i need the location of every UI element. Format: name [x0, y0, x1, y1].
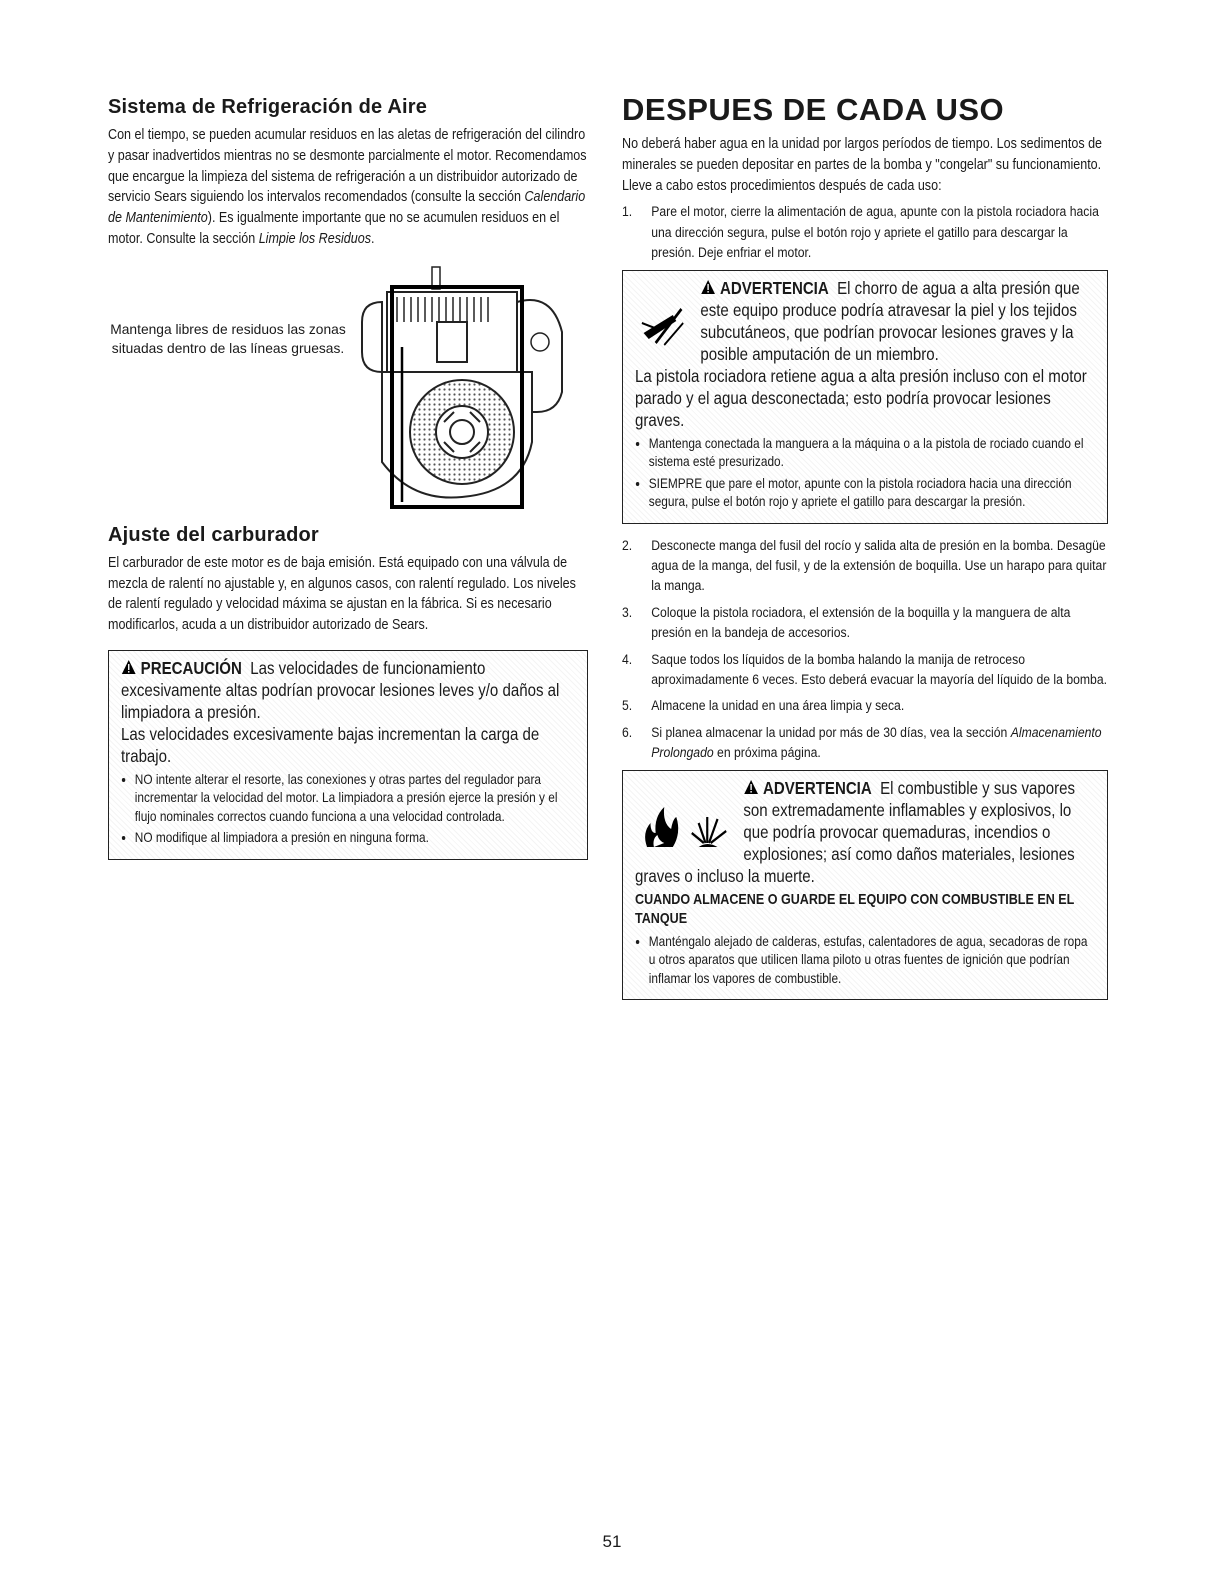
warning2-text: ADVERTENCIA El combustible y sus vapores son extremadamente inflamables y explosivos, lo que podría provocar quemaduras, incendios o explosiones; así como daños materiales, lesiones graves o incluso la muerte.: [635, 777, 1076, 886]
engine-cooling-illustration: [352, 262, 582, 512]
cooling-heading: Sistema de Refrigeración de Aire: [108, 96, 428, 118]
caution-bullet-1: • NO intente alterar el resorte, las conexiones y otras partes del regulador para incrementar la velocidad del motor. La limpiadora a presión ejerce la presión y el flujo nominales correctos cuando funciona a una velocidad controlada.: [135, 771, 577, 827]
step-3: 3. Coloque la pistola rociadora, el extensión de la boquilla y la manguera de alta presión en la bandeja de accesorios.: [622, 604, 1071, 642]
fire-explosion-icon: [638, 803, 733, 849]
right-column: [622, 92, 1110, 1000]
intro-paragraph: No deberá haber agua en la unidad por largos períodos de tiempo. Los sedimentos de minerales se pueden depositar en partes de la bomba y "congelar" su funcionamiento. Lleve a cabo estos procedimientos después de cada uso:: [622, 136, 1103, 194]
step-5: 5. Almacene la unidad en una área limpia y seca.: [622, 698, 905, 715]
warning-triangle-icon: [121, 659, 136, 675]
page-number: 51: [602, 1532, 622, 1551]
warning1-bullet-2: • SIEMPRE que pare el motor, apunte con la pistola rociadora hacia una dirección segura, pulse el botón rojo y apriete el gatillo para descargar la presión.: [649, 475, 1096, 512]
high-pressure-spray-icon: [638, 303, 690, 347]
warning2-caps: CUANDO ALMACENE O GUARDE EL EQUIPO CON COMBUSTIBLE EN EL TANQUE: [635, 891, 1075, 927]
warning1-bullets: [635, 435, 1096, 512]
warning1-label: ADVERTENCIA: [720, 277, 829, 298]
carb-paragraph: El carburador de este motor es de baja emisión. Está equipado con una válvula de mezcla de ralentí no ajustable y, en algunos casos, con ralentí regulado. Los niveles de ralentí regulado y velocidad máxima se ajustan en la fábrica. Si es necesario modificarlos, acuda a un distribuidor autorizado de Sears.: [108, 554, 576, 634]
step-4: 4. Saque todos los líquidos de la bomba halando la manija de retroceso aproximadamente 6 veces. Esto deberá evacuar la mayoría del líquido de la bomba.: [622, 651, 1108, 689]
carb-heading: Ajuste del carburador: [108, 523, 319, 546]
warning1-text: ADVERTENCIA El chorro de agua a alta presión que este equipo produce podría atravesar la piel y los tejidos subcutáneos, que podrían provocar lesiones graves y la posible amputación de un miembro.: [635, 277, 1096, 365]
steps-list-2: [622, 536, 1108, 764]
steps-list-1: [622, 202, 1108, 263]
figure-caption: Mantenga libres de residuos las zonas situadas dentro de las líneas gruesas.: [110, 321, 346, 357]
warning-box-fuel: [622, 770, 1108, 1001]
warning-triangle-icon: [700, 279, 715, 295]
cooling-paragraph: Con el tiempo, se pueden acumular residuos en las aletas de refrigeración del cilindro y pasar inadvertidos mientras no se desmonte parcialmente el motor. Recomendamos que encargue la limpieza del sistema de refrigeración a un distribuidor autorizado de servicio Sears siguiendo los intervalos recomendados (consulte la sección Calendario de Mantenimiento). Es igualmente importante que no se acumulen residuos en el motor. Consulte la sección Limpie los Residuos.: [108, 127, 587, 247]
section-title: DESPUES DE CADA USO: [622, 92, 1005, 127]
warning2-label: ADVERTENCIA: [763, 777, 872, 798]
warning-triangle-icon: [743, 779, 758, 795]
step-6: 6. Si planea almacenar la unidad por más de 30 días, vea la sección Almacenamiento Prolongado en próxima página.: [622, 724, 1102, 762]
caution-bullet-2: • NO modifique al limpiadora a presión en ninguna forma.: [135, 829, 577, 848]
warning1-text-2: La pistola rociadora retiene agua a alta presión incluso con el motor parado y el agua desconectada; esto podría provocar lesiones graves.: [635, 365, 1087, 430]
caution-label: PRECAUCIÓN: [140, 657, 242, 678]
left-column: [108, 96, 590, 860]
caution-text-2: Las velocidades excesivamente bajas incrementan la carga de trabajo.: [121, 723, 540, 766]
warning1-bullet-1: • Mantenga conectada la manguera a la máquina o a la pistola de rociado cuando el sistema esté presurizado.: [649, 435, 1096, 472]
caution-bullets: [121, 771, 577, 848]
engine-figure: [108, 262, 590, 512]
step-2: 2. Desconecte manga del fusil del rocío y salida alta de presión en la bomba. Desagüe agua de la manga, del fusil, y de la extensión de boquilla. Use un harapo para quitar la manga.: [622, 537, 1107, 595]
caution-text: PRECAUCIÓN Las velocidades de funcionamiento excesivamente altas podrían provocar lesiones leves y/o daños al limpiadora a presión.: [121, 657, 560, 722]
warning-box-pressure: [622, 270, 1108, 524]
warning2-bullets: [635, 933, 1096, 989]
caution-box: [108, 650, 588, 860]
step-1: 1. Pare el motor, cierre la alimentación de agua, apunte con la pistola rociadora hacia una dirección segura, pulse el botón rojo y apriete el gatillo para descargar la presión. Deje enfriar el motor.: [622, 204, 1099, 262]
warning2-bullet-1: • Manténgalo alejado de calderas, estufas, calentadores de agua, secadoras de ropa u otros aparatos que utilicen llama piloto u otras fuentes de ignición que podrían inflamar los vapores de combustible.: [649, 933, 1096, 989]
